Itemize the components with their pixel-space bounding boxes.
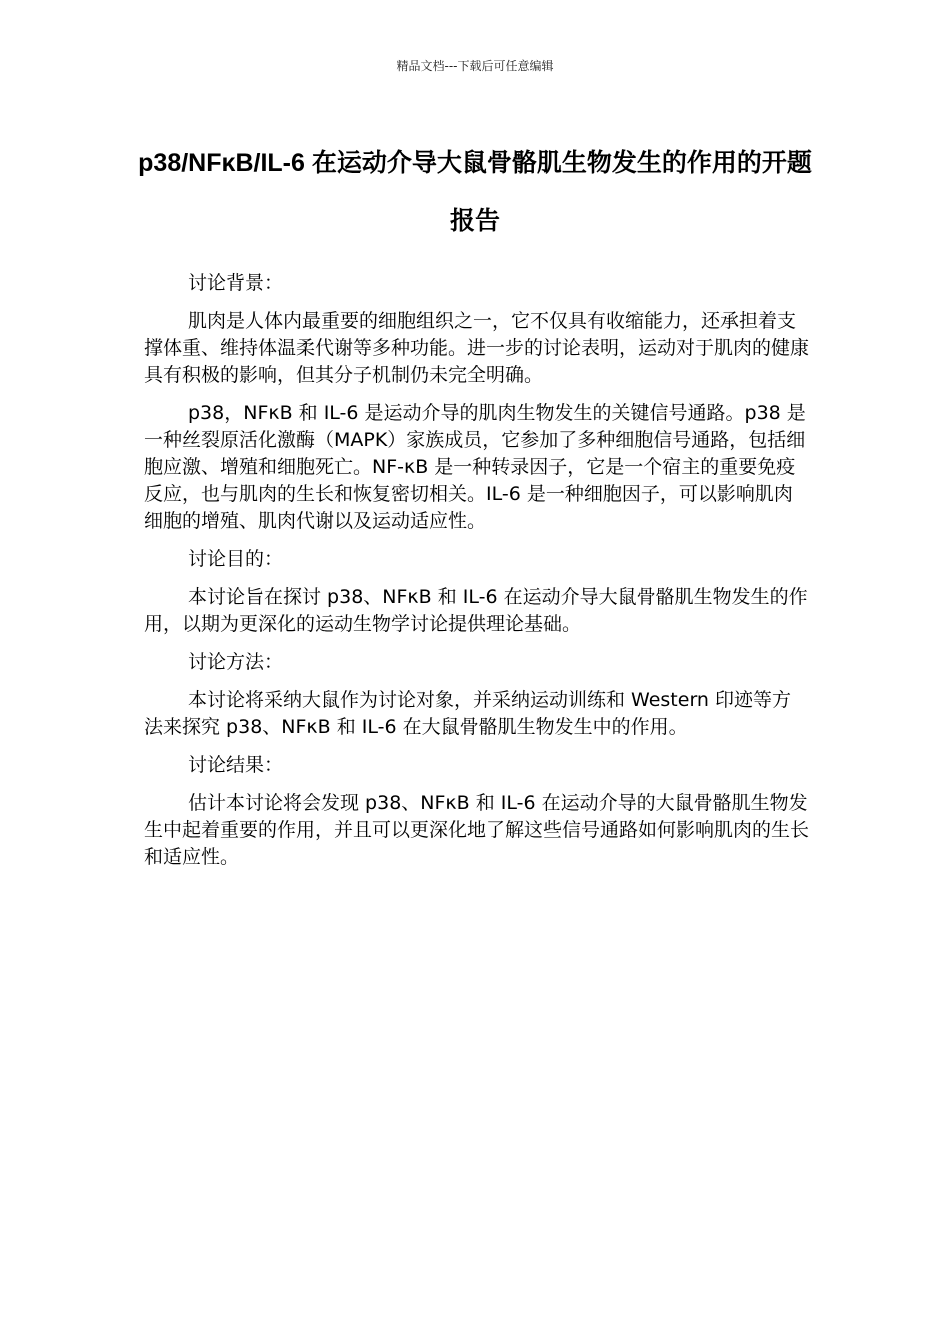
section-heading: 讨论背景： [188, 272, 284, 294]
section-heading: 讨论方法： [188, 651, 284, 673]
paragraph: 本讨论将采纳大鼠作为讨论对象，并采纳运动训练和 Western 印迹等方法来探究 p38、NFκB 和 IL-6 在大鼠骨骼肌生物发生中的作用。 [144, 689, 792, 738]
header-note: 精品文档---下载后可任意编辑 [396, 59, 554, 73]
section-results [144, 752, 809, 871]
paragraph: p38，NFκB 和 IL-6 是运动介导的肌肉生物发生的关键信号通路。p38 是一种丝裂原活化激酶（MAPK）家族成员，它参加了多种细胞信号通路，包括细胞应激、增殖和细胞死亡。NF-κB 是一种转录因子，它是一个宿主的重要免疫反应，也与肌肉的生长和恢复密切相关。IL-6 是一种细胞因子，可以影响肌肉细胞的增殖、肌肉代谢以及运动适应性。 [144, 402, 806, 532]
paragraph: 估计本讨论将会发现 p38、NFκB 和 IL-6 在运动介导的大鼠骨骼肌生物发生中起着重要的作用，并且可以更深化地了解这些信号通路如何影响肌肉的生长和适应性。 [144, 792, 810, 868]
document-body [144, 270, 809, 882]
document-title: p38/NFκB/IL-6 在运动介导大鼠骨骼肌生物发生的作用的开题报告 [138, 149, 812, 235]
section-purpose [144, 546, 809, 638]
section-methods [144, 649, 809, 741]
paragraph: 本讨论旨在探讨 p38、NFκB 和 IL-6 在运动介导大鼠骨骼肌生物发生的作用，以期为更深化的运动生物学讨论提供理论基础。 [144, 586, 808, 635]
paragraph: 肌肉是人体内最重要的细胞组织之一，它不仅具有收缩能力，还承担着支撑体重、维持体温柔代谢等多种功能。进一步的讨论表明，运动对于肌肉的健康具有积极的影响，但其分子机制仍未完全明确。 [144, 310, 810, 386]
section-background [144, 270, 809, 535]
section-heading: 讨论目的： [188, 548, 284, 570]
section-heading: 讨论结果： [188, 754, 284, 776]
